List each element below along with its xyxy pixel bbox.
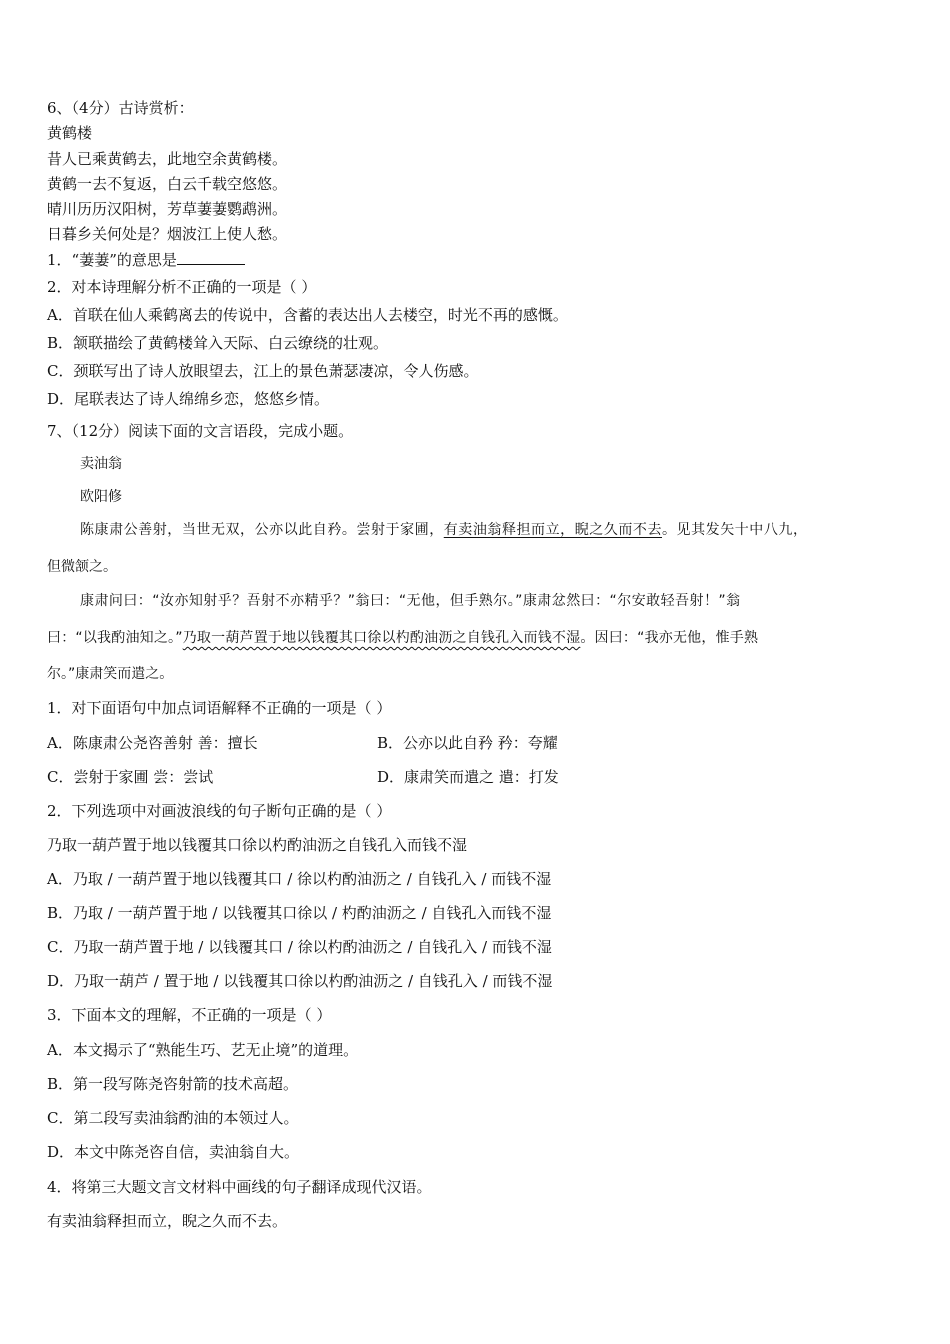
passage-p1-line2: 但微颔之。 — [47, 559, 117, 575]
q7-s2-option-b: B．乃取 / 一葫芦置于地 / 以钱覆其口徐以 / 杓酌油沥之 / 自钱孔入而钱不湿 — [47, 904, 552, 922]
q7-s1-option-b: B．公亦以此自矜 矜：夸耀 — [377, 734, 558, 752]
q7-s3-option-c: C．第二段写卖油翁酌油的本领过人。 — [47, 1109, 299, 1127]
passage-author: 欧阳修 — [80, 489, 122, 505]
p1-text-a: 陈康肃公善射，当世无双，公亦以此自矜。尝射于家圃， — [80, 522, 444, 538]
passage-p2-line3: 尔。”康肃笑而遣之。 — [47, 666, 174, 682]
q7-s4-sentence: 有卖油翁释担而立，睨之久而不去。 — [47, 1212, 288, 1230]
passage-p2-line2 — [47, 628, 758, 648]
wavy-sentence: 乃取一葫芦置于地以钱覆其口徐以杓酌油沥之自钱孔入而钱不湿 — [182, 630, 581, 646]
q7-s2-sentence: 乃取一葫芦置于地以钱覆其口徐以杓酌油沥之自钱孔入而钱不湿 — [47, 836, 468, 854]
p2-text-c: 。因曰：“我亦无他，惟手熟 — [580, 630, 759, 646]
q6-sub1 — [47, 250, 245, 270]
q6-option-d: D．尾联表达了诗人绵绵乡恋，悠悠乡情。 — [47, 390, 330, 408]
q6-option-a: A．首联在仙人乘鹤离去的传说中，含蓄的表达出人去楼空，时光不再的感慨。 — [47, 306, 568, 324]
p1-text-b: 。见其发矢十中八九， — [662, 522, 808, 538]
q7-s3-option-b: B．第一段写陈尧咨射箭的技术高超。 — [47, 1075, 299, 1093]
q7-s3-option-a: A．本文揭示了“熟能生巧、艺无止境”的道理。 — [47, 1041, 359, 1059]
q7-s4-stem: 4．将第三大题文言文材料中画线的句子翻译成现代汉语。 — [47, 1178, 432, 1196]
q7-s2-stem: 2．下列选项中对画波浪线的句子断句正确的是（ ） — [47, 802, 392, 820]
q6-sub2: 2．对本诗理解分析不正确的一项是（ ） — [47, 278, 317, 296]
q7-header: 7、（12分）阅读下面的文言语段，完成小题。 — [47, 422, 354, 440]
passage-p2-line1: 康肃问曰：“汝亦知射乎？吾射不亦精乎？”翁曰：“无他，但手熟尔。”康肃忿然曰：“尔安敢轻吾射！”翁 — [80, 593, 741, 609]
q7-s1-option-d: D．康肃笑而遣之 遣：打发 — [377, 768, 559, 786]
poem-line-2: 黄鹤一去不复返，白云千载空悠悠。 — [47, 175, 288, 193]
q6-header: 6、（4分）古诗赏析： — [47, 99, 194, 117]
q6-option-b: B．颔联描绘了黄鹤楼耸入天际、白云缭绕的壮观。 — [47, 334, 389, 352]
q7-s2-option-d: D．乃取一葫芦 / 置于地 / 以钱覆其口徐以杓酌油沥之 / 自钱孔入 / 而钱不湿 — [47, 972, 553, 990]
passage-p1-line1 — [80, 520, 808, 540]
poem-line-1: 昔人已乘黄鹤去，此地空余黄鹤楼。 — [47, 150, 288, 168]
q7-s3-option-d: D．本文中陈尧咨自信，卖油翁自大。 — [47, 1143, 300, 1161]
p2-text-b: 曰：“以我酌油知之。” — [47, 630, 183, 646]
q6-sub1-text: 1．“萋萋”的意思是 — [47, 251, 177, 269]
poem-line-4: 日暮乡关何处是？烟波江上使人愁。 — [47, 225, 288, 243]
q7-s1-option-a: A．陈康肃公尧咨善射 善：擅长 — [47, 734, 258, 752]
q7-s3-stem: 3．下面本文的理解，不正确的一项是（ ） — [47, 1006, 332, 1024]
poem-line-3: 晴川历历汉阳树，芳草萋萋鹦鹉洲。 — [47, 200, 288, 218]
q7-s1-stem: 1．对下面语句中加点词语解释不正确的一项是（ ） — [47, 699, 392, 717]
answer-blank[interactable] — [177, 250, 245, 265]
q6-option-c: C．颈联写出了诗人放眼望去，江上的景色萧瑟凄凉，令人伤感。 — [47, 362, 479, 380]
q7-s1-option-c: C．尝射于家圃 尝：尝试 — [47, 768, 214, 786]
underlined-sentence: 有卖油翁释担而立，睨之久而不去 — [443, 522, 662, 538]
passage-title: 卖油翁 — [80, 456, 122, 472]
q7-s2-option-c: C．乃取一葫芦置于地 / 以钱覆其口 / 徐以杓酌油沥之 / 自钱孔入 / 而钱不湿 — [47, 938, 552, 956]
q7-s2-option-a: A．乃取 / 一葫芦置于地以钱覆其口 / 徐以杓酌油沥之 / 自钱孔入 / 而钱不湿 — [47, 870, 552, 888]
poem-title: 黄鹤楼 — [47, 124, 93, 142]
